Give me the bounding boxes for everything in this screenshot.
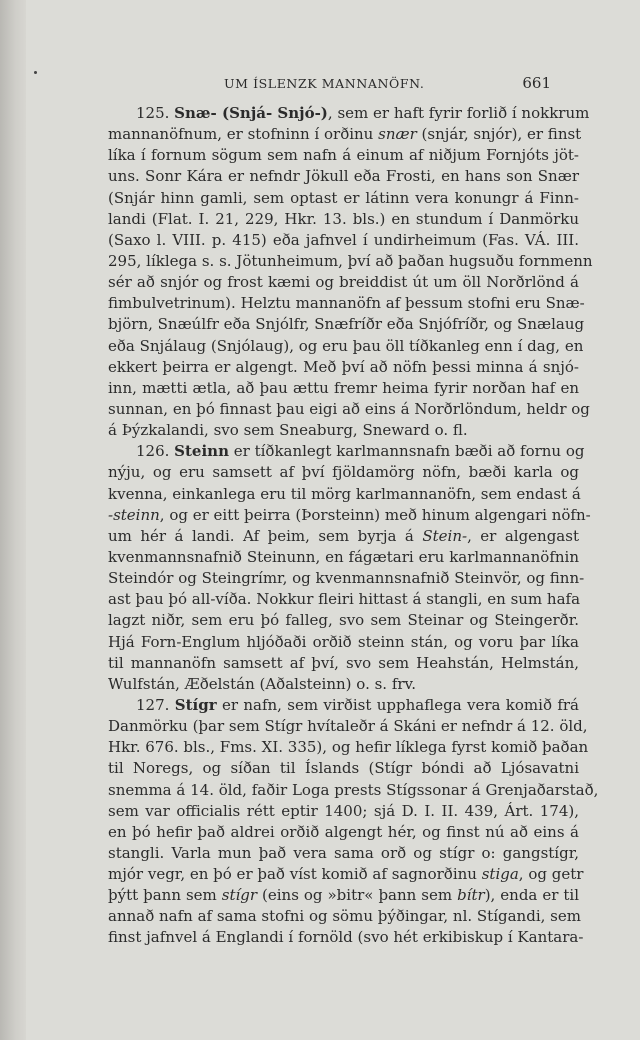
text-line: en þó hefir það aldrei orðið algengt hér, og finst nú að eins á xyxy=(108,822,579,841)
text-line: fimbulvetrinum). Helztu mannanöfn af þessum stofni eru Snæ- xyxy=(108,294,585,313)
bold-term: Stígr xyxy=(174,695,217,714)
ink-speck xyxy=(34,71,37,74)
text-line: ast þau þó all-víða. Nokkur fleiri hittast á stangli, en sum hafa xyxy=(108,590,581,609)
italic-term: bítr xyxy=(457,886,485,905)
running-title: UM ÍSLENZK MANNANÖFN. xyxy=(224,76,425,91)
text-line: sem var officialis rétt eptir 1400; sjá D. I. II. 439, Árt. 174), xyxy=(108,801,579,820)
text-line: mannanöfnum, er stofninn í orðinu snær (snjár, snjór), er finst xyxy=(108,125,582,144)
text-line: kvenna, einkanlega eru til mörg karlmannanöfn, sem endast á xyxy=(108,484,581,503)
italic-term: stiga xyxy=(481,865,519,884)
italic-term: stígr xyxy=(221,886,258,905)
text-line: 125. Snæ- (Snjá- Snjó-), sem er haft fyrir forlið í nokkrum xyxy=(136,104,590,122)
text-line: til mannanöfn samsett af því, svo sem Heahstán, Helmstán, xyxy=(108,653,579,672)
text-line: um hér á landi. Af þeim, sem byrja á Stein-, er algengast xyxy=(108,526,579,545)
italic-term: Stein- xyxy=(422,526,468,545)
text-line: líka í fornum sögum sem nafn á einum af niðjum Fornjóts jöt- xyxy=(108,146,579,165)
running-header xyxy=(26,76,640,96)
text-line: (Saxo l. VIII. p. 415) eða jafnvel í undirheimum (Fas. VÁ. III. xyxy=(108,230,579,249)
text-line: uns. Sonr Kára er nefndr Jökull eða Frosti, en hans son Snær xyxy=(108,167,579,186)
text-line: -steinn, og er eitt þeirra (Þorsteinn) með hinum algengari nöfn- xyxy=(108,505,591,524)
italic-term: -steinn xyxy=(108,505,160,524)
text-line: 295, líklega s. s. Jötunheimum, því að þaðan hugsuðu fornmenn xyxy=(108,251,593,270)
text-line: sér að snjór og frost kæmi og breiddist út um öll Norðrlönd á xyxy=(108,273,579,292)
book-page xyxy=(26,0,640,1040)
text-line: mjór vegr, en þó er það víst komið af sagnorðinu stiga, og getr xyxy=(108,865,584,884)
text-line: til Noregs, og síðan til Íslands (Stígr bóndi að Ljósavatni xyxy=(108,759,579,778)
text-line: Hkr. 676. bls., Fms. XI. 335), og hefir líklega fyrst komið þaðan xyxy=(108,738,589,757)
text-line: Steindór og Steingrímr, og kvenmannsnafnið Steinvör, og finn- xyxy=(108,569,585,588)
text-line: landi (Flat. I. 21, 229, Hkr. 13. bls.) en stundum í Danmörku xyxy=(108,209,579,228)
text-line: lagzt niðr, sem eru þó falleg, svo sem Steinar og Steingerðr. xyxy=(108,611,579,630)
text-line: Wulfstán, Æðelstán (Aðalsteinn) o. s. frv. xyxy=(108,674,417,693)
text-line: eða Snjálaug (Snjólaug), og eru þau öll tíðkanleg enn í dag, en xyxy=(108,336,584,355)
text-line: snemma á 14. öld, faðir Loga prests Stígssonar á Grenjaðarstað, xyxy=(108,780,599,799)
text-line: annað nafn af sama stofni og sömu þýðingar, nl. Stígandi, sem xyxy=(108,907,581,926)
text-line: nýju, og eru samsett af því fjöldamörg nöfn, bæði karla og xyxy=(108,463,579,482)
text-line: Hjá Forn-Englum hljóðaði orðið steinn stán, og voru þar líka xyxy=(108,632,579,651)
text-line: björn, Snæúlfr eða Snjólfr, Snæfríðr eða Snjófríðr, og Snælaug xyxy=(108,315,585,334)
text-line: ekkert þeirra er algengt. Með því að nöfn þessi minna á snjó- xyxy=(108,357,579,376)
scan-binding-shadow xyxy=(0,0,26,1040)
text-line: þýtt þann sem stígr (eins og »bitr« þann sem bítr), enda er til xyxy=(108,886,580,905)
text-line: 127. Stígr er nafn, sem virðist upphaflega vera komið frá xyxy=(136,695,579,714)
text-line: sunnan, en þó finnast þau eigi að eins á Norðrlöndum, heldr og xyxy=(108,399,590,418)
text-line: stangli. Varla mun það vera sama orð og stígr o: gangstígr, xyxy=(108,843,579,862)
text-line: finst jafnvel á Englandi í fornöld (svo hét erkibiskup í Kantara- xyxy=(108,928,584,947)
bold-term: Snæ- (Snjá- Snjó-) xyxy=(174,104,328,122)
text-line: inn, mætti ætla, að þau ættu fremr heima fyrir norðan haf en xyxy=(108,378,579,397)
body-text xyxy=(108,103,599,949)
text-line: (Snjár hinn gamli, sem optast er látinn vera konungr á Finn- xyxy=(108,188,579,207)
text-line: 126. Steinn er tíðkanlegt karlmannsnafn bæði að fornu og xyxy=(136,442,585,461)
text-line: á Þýzkalandi, svo sem Sneaburg, Sneward o. fl. xyxy=(108,421,468,440)
page-number: 661 xyxy=(522,74,551,92)
text-line: Danmörku (þar sem Stígr hvítaleðr á Skáni er nefndr á 12. öld, xyxy=(108,717,588,736)
bold-term: Steinn xyxy=(174,442,229,461)
italic-term: snær xyxy=(378,125,417,144)
text-line: kvenmannsnafnið Steinunn, en fágætari eru karlmannanöfnin xyxy=(108,547,579,566)
